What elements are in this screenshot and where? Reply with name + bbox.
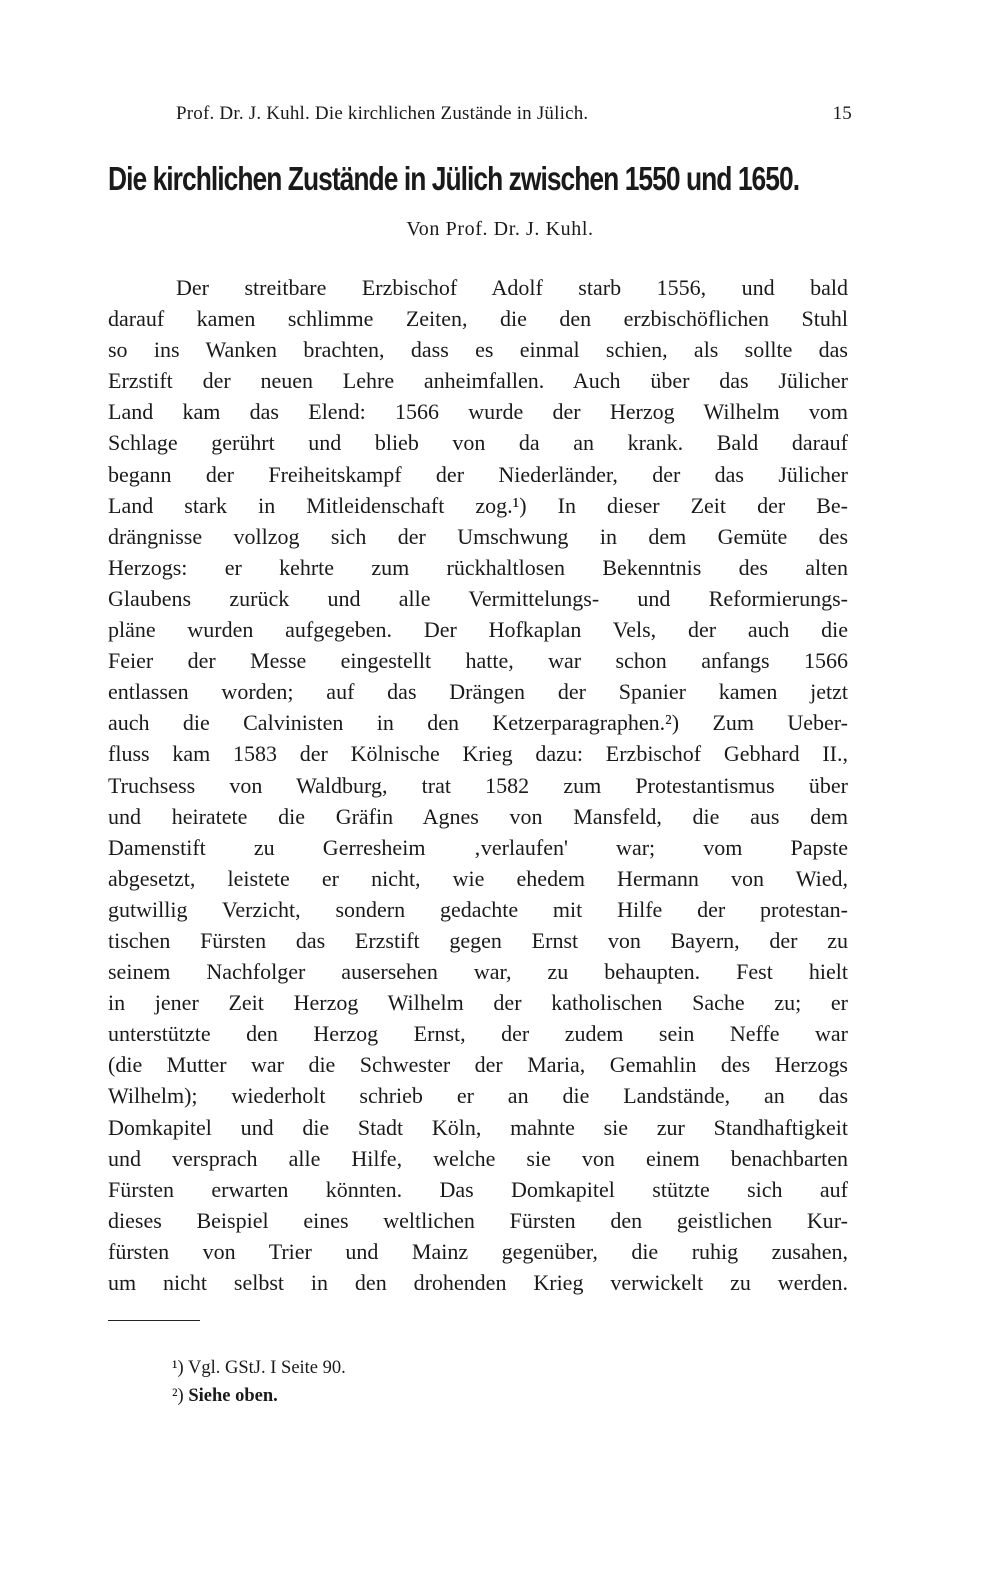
text-line: unterstützte den Herzog Ernst, der zudem sein Neffe war: [108, 1021, 848, 1047]
article-title: Die kirchlichen Zustände in Jülich zwischen 1550 und 1650.: [108, 160, 800, 197]
page-number: 15: [832, 103, 852, 124]
text-line: Damenstift zu Gerresheim ‚verlaufen' war; vom Papste: [108, 834, 848, 860]
text-line: Glaubens zurück und alle Vermittelungs- und Reformierungs-: [108, 585, 848, 611]
text-line: (die Mutter war die Schwester der Maria, Gemahlin des Herzogs: [108, 1052, 848, 1078]
text-line: Truchsess von Waldburg, trat 1582 zum Protestantismus über: [108, 772, 848, 798]
text-line: Erzstift der neuen Lehre anheimfallen. Auch über das Jülicher: [108, 368, 848, 394]
footnote-text: Vgl. GStJ. I Seite 90.: [188, 1358, 346, 1378]
text-line: pläne wurden aufgegeben. Der Hofkaplan Vels, der auch die: [108, 617, 848, 643]
text-line: um nicht selbst in den drohenden Krieg verwickelt zu werden.: [108, 1270, 848, 1295]
running-head-text: Prof. Dr. J. Kuhl. Die kirchlichen Zustände in Jülich.: [176, 103, 589, 124]
footnote-mark: ¹): [172, 1358, 188, 1378]
text-line: auch die Calvinisten in den Ketzerparagraphen.²) Zum Ueber-: [108, 710, 848, 736]
text-line: Domkapitel und die Stadt Köln, mahnte sie zur Standhaftigkeit: [108, 1114, 848, 1140]
footnote-text: Siehe oben.: [188, 1386, 278, 1406]
text-line: in jener Zeit Herzog Wilhelm der katholischen Sache zu; er: [108, 990, 848, 1016]
text-line: entlassen worden; auf das Drängen der Spanier kamen jetzt: [108, 679, 848, 705]
text-line: Land kam das Elend: 1566 wurde der Herzog Wilhelm vom: [108, 399, 848, 425]
text-line: Der streitbare Erzbischof Adolf starb 1556, und bald: [176, 275, 848, 300]
text-line: Fürsten erwarten könnten. Das Domkapitel stützte sich auf: [108, 1176, 848, 1202]
text-line: darauf kamen schlimme Zeiten, die den erzbischöflichen Stuhl: [108, 306, 848, 332]
text-line: Feier der Messe eingestellt hatte, war schon anfangs 1566: [108, 648, 848, 674]
footnote-mark: ²): [172, 1386, 189, 1406]
text-line: Schlage gerührt und blieb von da an krank. Bald darauf: [108, 430, 848, 456]
text-line: und heiratete die Gräfin Agnes von Mansfeld, die aus dem: [108, 803, 848, 829]
footnote: [172, 1354, 346, 1382]
article-byline: Von Prof. Dr. J. Kuhl.: [406, 218, 594, 240]
running-head: [176, 103, 852, 125]
text-line: gutwillig Verzicht, sondern gedachte mit Hilfe der protestan-: [108, 896, 848, 922]
text-line: begann der Freiheitskampf der Niederländer, der das Jülicher: [108, 461, 848, 487]
footnote: [172, 1382, 346, 1410]
text-line: Land stark in Mitleidenschaft zog.¹) In dieser Zeit der Be-: [108, 492, 848, 518]
text-line: fluss kam 1583 der Kölnische Krieg dazu: Erzbischof Gebhard II.,: [108, 741, 848, 767]
text-line: Herzogs: er kehrte zum rückhaltlosen Bekenntnis des alten: [108, 554, 848, 580]
text-line: abgesetzt, leistete er nicht, wie ehedem Hermann von Wied,: [108, 865, 848, 891]
text-line: dieses Beispiel eines weltlichen Fürsten den geistlichen Kur-: [108, 1207, 848, 1233]
text-line: so ins Wanken brachten, dass es einmal schien, als sollte das: [108, 337, 848, 363]
footnote-rule: [108, 1320, 200, 1321]
text-line: fürsten von Trier und Mainz gegenüber, die ruhig zusahen,: [108, 1238, 848, 1264]
footnotes: [172, 1354, 346, 1410]
text-line: tischen Fürsten das Erzstift gegen Ernst von Bayern, der zu: [108, 927, 848, 953]
text-line: seinem Nachfolger ausersehen war, zu behaupten. Fest hielt: [108, 959, 848, 985]
text-line: Wilhelm); wiederholt schrieb er an die Landstände, an das: [108, 1083, 848, 1109]
body-text: [108, 272, 848, 1298]
text-line: und versprach alle Hilfe, welche sie von einem benachbarten: [108, 1145, 848, 1171]
text-line: drängnisse vollzog sich der Umschwung in dem Gemüte des: [108, 523, 848, 549]
